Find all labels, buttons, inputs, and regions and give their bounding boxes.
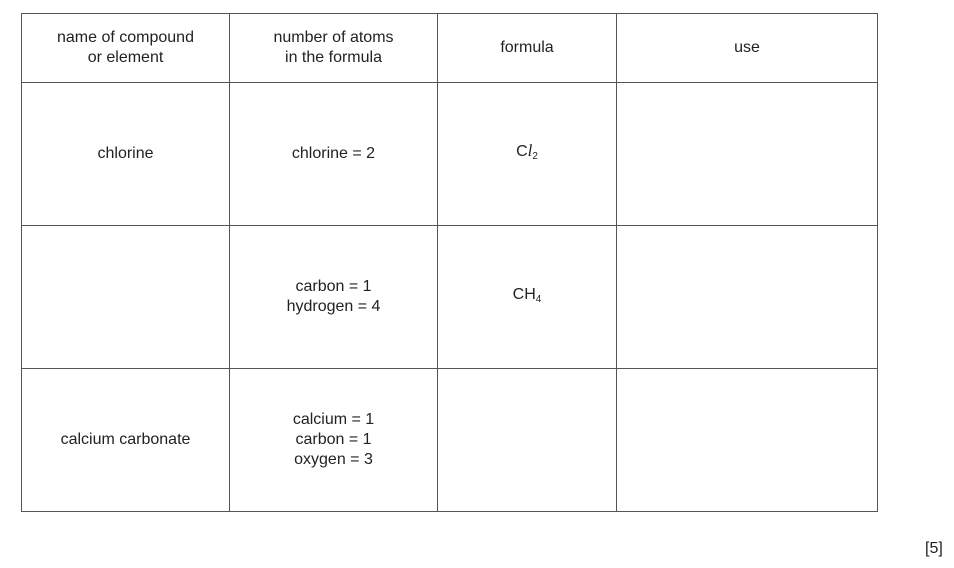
name-cell: calcium carbonate [22,369,230,512]
header-text: name of compound [57,29,194,46]
formula-cell[interactable] [438,369,617,512]
header-use: use [617,14,878,83]
formula-subscript: 2 [532,151,538,162]
atoms-cell [230,83,438,226]
header-name [22,14,230,83]
name-cell: chlorine [22,83,230,226]
atoms-cell [230,226,438,369]
header-text: or element [87,49,164,66]
formula-cell [438,226,617,369]
header-formula: formula [438,14,617,83]
marks-label: [5] [925,540,943,557]
use-cell[interactable] [617,226,878,369]
compound-table [21,13,878,512]
atom-count: carbon = 1 [295,431,372,448]
formula-subscript: 4 [535,293,542,305]
header-text: in the formula [285,49,382,66]
atom-count: chlorine = 2 [291,145,376,162]
table-row [22,226,878,369]
use-cell[interactable] [617,369,878,512]
formula-italic: l [527,141,533,160]
header-text: number of atoms [273,29,394,46]
formula-base: C [516,143,528,160]
header-atoms [230,14,438,83]
header-row [22,14,878,83]
atom-count: carbon = 1 [295,278,372,295]
atom-count: oxygen = 3 [294,451,373,468]
use-cell[interactable] [617,83,878,226]
formula-base: CH [512,285,536,303]
atom-count: hydrogen = 4 [286,298,381,315]
atom-count: calcium = 1 [292,411,375,428]
formula-cell [438,83,617,226]
name-cell[interactable] [22,226,230,369]
table-row [22,369,878,512]
table-row [22,83,878,226]
atoms-cell [230,369,438,512]
